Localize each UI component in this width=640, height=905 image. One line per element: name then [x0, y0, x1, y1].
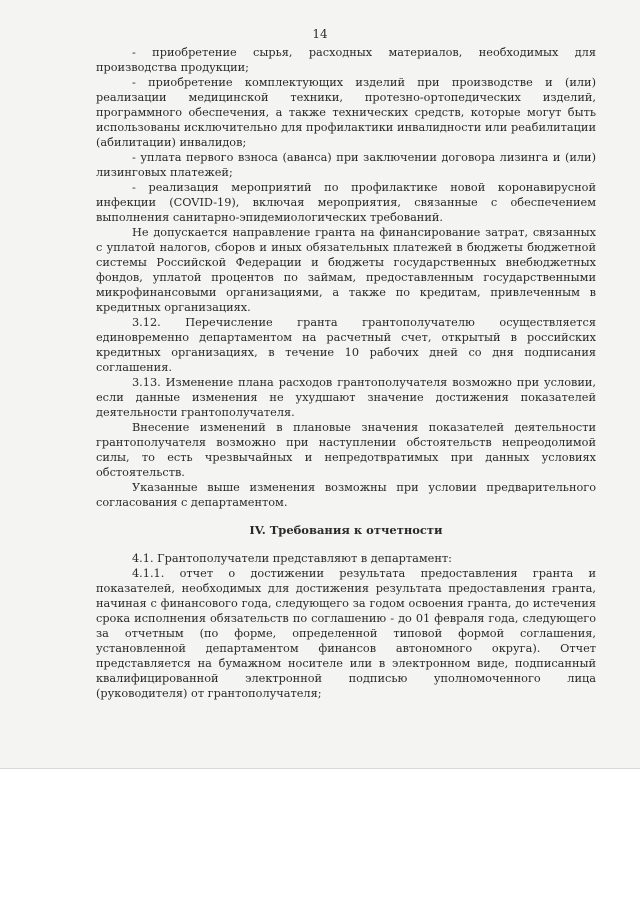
paragraph: - приобретение сырья, расходных материалов, необходимых для производства продукции; [96, 46, 596, 74]
paragraph: 4.1. Грантополучатели представляют в департамент: [132, 552, 452, 565]
page-number: 14 [312, 27, 328, 41]
paragraph: Указанные выше изменения возможны при условии предварительного согласования с департаментом. [96, 481, 596, 509]
paragraph: 3.12. Перечисление гранта грантополучателю осуществляется единовременно департаментом на расчетный счет, открытый в российских кредитных организациях, в течение 10 рабочих дней со дня подписания соглашения. [96, 316, 596, 374]
paragraph: 3.13. Изменение плана расходов грантополучателя возможно при условии, если данные изменения не ухудшают значение достижения показателей деятельности грантополучателя. [96, 376, 596, 419]
paragraph: Внесение изменений в плановые значения показателей деятельности грантополучателя возможно при наступлении обстоятельств непреодолимой силы, то есть чрезвычайных и непредотвратимых при данных условиях обстоятельств. [96, 421, 596, 479]
document-body [96, 45, 596, 701]
paragraph: - реализация мероприятий по профилактике новой коронавирусной инфекции (COVID-19), включая мероприятия, связанные с обеспечением выполнения санитарно-эпидемиологических требований. [96, 181, 596, 224]
section-heading: IV. Требования к отчетности [249, 523, 443, 537]
paragraph: Не допускается направление гранта на финансирование затрат, связанных с уплатой налогов, сборов и иных обязательных платежей в бюджеты бюджетной системы Российской Федерации и бюджеты государственных внебюджетных фондов, уплатой процентов по займам, предоставленным государственными микрофинансовыми организациями, а также по кредитам, привлеченным в кредитных организациях. [96, 226, 596, 314]
paragraph: - уплата первого взноса (аванса) при заключении договора лизинга и (или) лизинговых платежей; [96, 151, 596, 179]
paragraph: - приобретение комплектующих изделий при производстве и (или) реализации медицинской техники, протезно-ортопедических изделий, программного обеспечения, а также технических средств, которые могут быть использованы исключительно для профилактики инвалидности или реабилитации (абилитации) инвалидов; [96, 76, 596, 149]
paragraph: 4.1.1. отчет о достижении результата предоставления гранта и показателей, необходимых для достижения результата предоставления гранта, начиная с финансового года, следующего за годом освоения гранта, до истечения срока исполнения обязательств по соглашению - до 01 февраля года, следующего за отчетным (по форме, определенной типовой формой соглашения, установленной департаментом финансов автономного округа). Отчет представляется на бумажном носителе или в электронном виде, подписанный квалифицированной электронной подписью уполномоченного лица (руководителя) от грантополучателя; [96, 567, 596, 700]
